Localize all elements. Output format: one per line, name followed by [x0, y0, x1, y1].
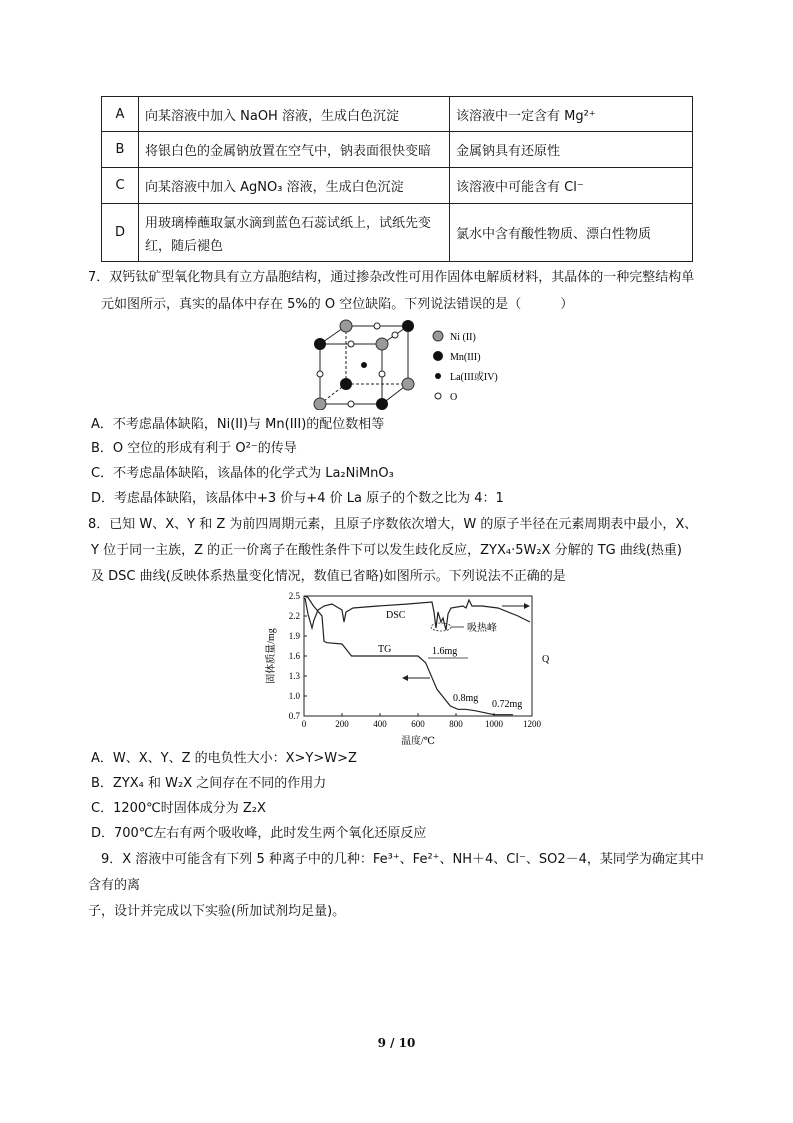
y-tick-label: 1.9 — [288, 631, 300, 641]
experiment-cell: 向某溶液中加入 AgNO₃ 溶液，生成白色沉淀 — [139, 168, 450, 204]
table-row — [102, 97, 693, 132]
tg-label: TG — [378, 644, 392, 655]
o-atom — [317, 371, 323, 377]
experiment-line: 用玻璃棒蘸取氯水滴到蓝色石蕊试纸上，试纸先变 — [145, 215, 432, 231]
x-tick-label: 200 — [335, 719, 349, 729]
options-table — [101, 96, 693, 262]
y-axis-label: 固体质量/mg — [266, 628, 277, 684]
experiment-cell — [139, 204, 450, 262]
experiment-cell: 将银白色的金属钠放置在空气中，钠表面很快变暗 — [139, 132, 450, 168]
mn-atom — [402, 320, 414, 332]
page-number: 9 / 10 — [377, 1036, 416, 1050]
legend-mn-marker — [433, 351, 443, 361]
mass-1-6-label: 1.6mg — [432, 646, 458, 657]
experiment-line: 红，随后褪色 — [145, 238, 224, 254]
q9-stem-line: 含有的离 — [88, 878, 141, 893]
endotherm-marker — [431, 623, 451, 631]
table-row — [102, 204, 693, 262]
legend-o-label: O — [450, 392, 458, 403]
cell-front-face — [320, 344, 382, 404]
q7-option-a: A．不考虑晶体缺陷，Ni(II)与 Mn(III)的配位数相等 — [91, 417, 385, 432]
y-tick-label: 2.5 — [288, 591, 300, 601]
q9-stem-line: 9．X 溶液中可能含有下列 5 种离子中的几种：Fe³⁺、Fe²⁺、NH＋4、Cl⁻、SO2－4，某同学为确定其中 — [88, 852, 704, 867]
legend-ni-label: Ni (II) — [450, 332, 476, 343]
y-tick-label: 2.2 — [288, 611, 300, 621]
x-tick-label: 800 — [449, 719, 463, 729]
y-tick-label: 0.7 — [288, 711, 300, 721]
legend-o-marker — [435, 393, 441, 399]
mn-atom — [376, 398, 388, 410]
q9-stem-line: 子，设计并完成以下实验(所加试剂均足量)。 — [88, 904, 346, 919]
legend-la-marker — [435, 373, 441, 379]
q8-stem-line: 及 DSC 曲线(反映体系热量变化情况，数值已省略)如图所示。下列说法不正确的是 — [91, 569, 566, 584]
ni-atom — [314, 398, 326, 410]
conclusion-cell: 氯水中含有酸性物质、漂白性物质 — [450, 204, 693, 262]
tg-dsc-chart — [258, 588, 558, 748]
endotherm-label: 吸热峰 — [467, 623, 497, 634]
o-atom — [348, 341, 354, 347]
q7-option-d: D．考虑晶体缺陷，该晶体中+3 价与+4 价 La 原子的个数之比为 4：1 — [91, 491, 504, 506]
conclusion-cell: 金属钠具有还原性 — [450, 132, 693, 168]
legend-la-label: La(III或IV) — [450, 372, 498, 383]
q7-stem-line: 7．双钙钛矿型氧化物具有立方晶胞结构，通过掺杂改性可用作固体电解质材料，其晶体的一种完整结构单 — [88, 270, 695, 285]
y-tick-label: 1.3 — [288, 671, 300, 681]
crystal-cell-figure — [310, 318, 510, 410]
q7-option-c: C．不考虑晶体缺陷，该晶体的化学式为 La₂NiMnO₃ — [91, 466, 394, 481]
experiment-cell: 向某溶液中加入 NaOH 溶液，生成白色沉淀 — [139, 97, 450, 132]
q8-option-b: B．ZYX₄ 和 W₂X 之间存在不同的作用力 — [91, 776, 327, 791]
legend-ni-marker — [433, 331, 443, 341]
q8-stem-line: Y 位于同一主族，Z 的正一价离子在酸性条件下可以发生歧化反应，ZYX₄·5W₂X 分解的 TG 曲线(热重) — [91, 543, 683, 558]
legend-mn-label: Mn(III) — [450, 352, 481, 363]
la-atom — [361, 362, 367, 368]
x-tick-label: 0 — [301, 719, 307, 729]
row-label: A — [102, 97, 139, 132]
dsc-arrowhead — [524, 603, 530, 609]
x-tick-label: 1000 — [485, 719, 503, 729]
row-label: B — [102, 132, 139, 168]
q8-option-d: D．700℃左右有两个吸收峰，此时发生两个氧化还原反应 — [91, 826, 427, 841]
table-row — [102, 168, 693, 204]
mass-0-72-label: 0.72mg — [492, 699, 523, 710]
q8-option-a: A．W、X、Y、Z 的电负性大小：X>Y>W>Z — [91, 751, 357, 766]
dsc-label: DSC — [386, 610, 406, 621]
y-tick-label: 1.6 — [288, 651, 300, 661]
q8-stem-line: 8．已知 W、X、Y 和 Z 为前四周期元素，且原子序数依次增大，W 的原子半径在元素周期表中最小，X、 — [88, 517, 698, 532]
conclusion-cell: 该溶液中可能含有 Cl⁻ — [450, 168, 693, 204]
x-tick-label: 400 — [373, 719, 387, 729]
x-tick-label: 600 — [411, 719, 425, 729]
o-atom — [392, 332, 398, 338]
mass-0-8-label: 0.8mg — [453, 693, 479, 704]
conclusion-cell: 该溶液中一定含有 Mg²⁺ — [450, 97, 693, 132]
y-tick-label: 1.0 — [288, 691, 300, 701]
o-atom — [348, 401, 354, 407]
o-atom — [374, 323, 380, 329]
y2-axis-label: Q — [542, 654, 550, 665]
row-label: C — [102, 168, 139, 204]
ni-atom — [402, 378, 414, 390]
x-axis-label: 温度/℃ — [401, 736, 435, 747]
row-label: D — [102, 204, 139, 262]
q7-option-b: B．O 空位的形成有利于 O²⁻的传导 — [91, 441, 297, 456]
tg-arrowhead — [402, 675, 408, 681]
q7-stem-line: 元如图所示，真实的晶体中存在 5%的 O 空位缺陷。下列说法错误的是（ ） — [101, 297, 574, 312]
ni-atom — [376, 338, 388, 350]
tg-series-line — [304, 596, 513, 715]
mn-atom — [340, 378, 352, 390]
o-atom — [379, 371, 385, 377]
x-tick-label: 1200 — [523, 719, 541, 729]
mn-atom — [314, 338, 326, 350]
table-row — [102, 132, 693, 168]
ni-atom — [340, 320, 352, 332]
q8-option-c: C．1200℃时固体成分为 Z₂X — [91, 801, 266, 816]
